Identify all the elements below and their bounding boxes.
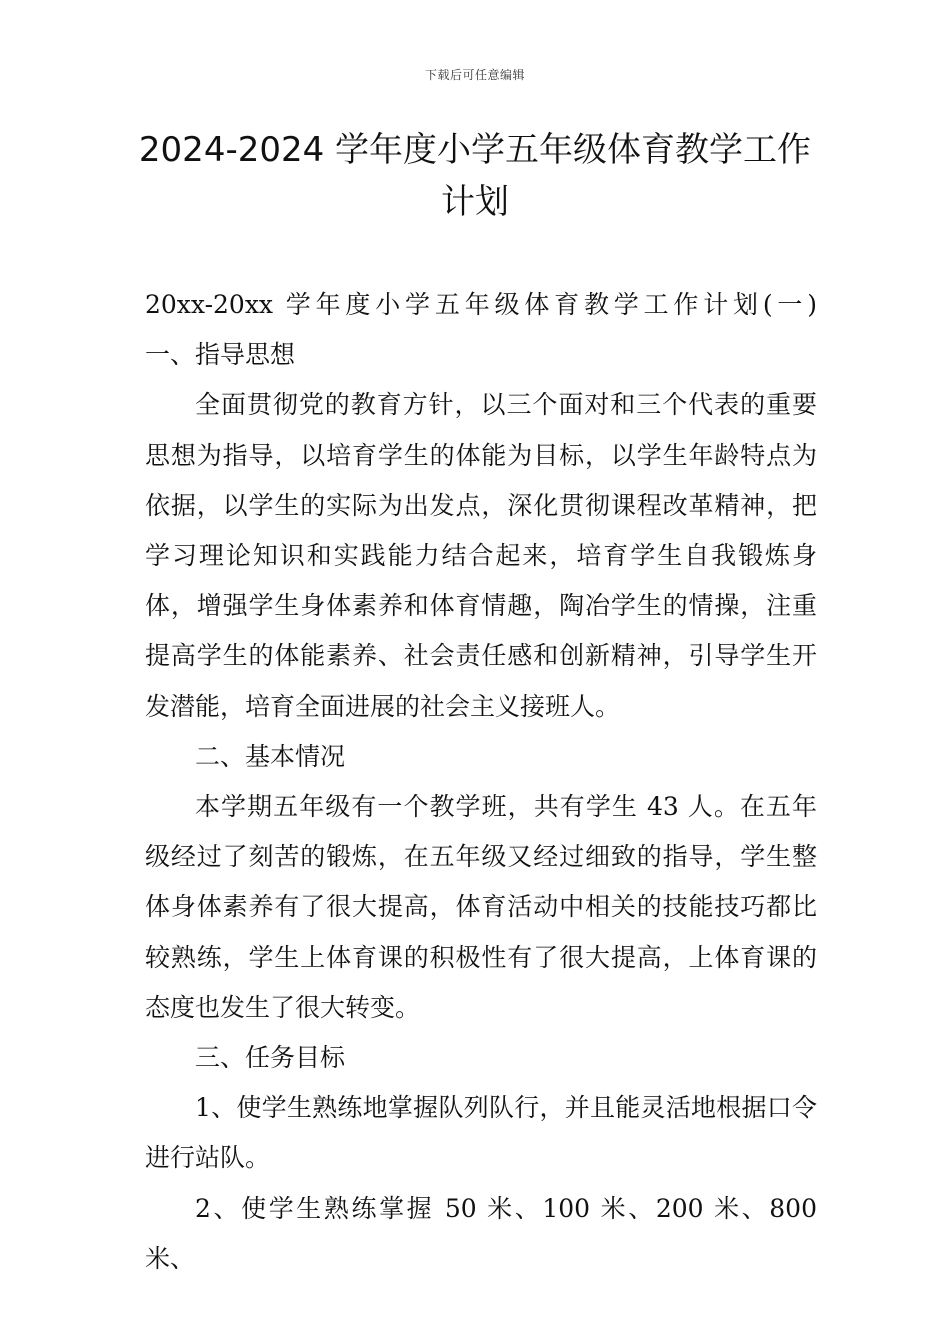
title-line-2: 计划 [441,182,509,222]
paragraph-basic-situation: 本学期五年级有一个教学班，共有学生 43 人。在五年级经过了刻苦的锻炼，在五年级又经过细致的指导，学生整体身体素养有了很大提高，体育活动中相关的技能技巧都比较熟练，学生上体育课的积极性有了很大提高，上体育课的态度也发生了很大转变。 [145,792,817,1022]
document-body [145,280,868,1284]
subtitle-paragraph: 20xx-20xx 学年度小学五年级体育教学工作计划(一) 一、指导思想 [145,290,868,370]
list-item-2: 2、使学生熟练掌握 50 米、100 米、200 米、800 米、 [145,1193,817,1273]
heading-task-goals: 三、任务目标 [195,1043,346,1073]
paragraph-guiding-ideology: 全面贯彻党的教育方针，以三个面对和三个代表的重要思想为指导，以培育学生的体能为目标，以学生年龄特点为依据，以学生的实际为出发点，深化贯彻课程改革精神，把学习理论知识和实践能力结合起来，培育学生自我锻炼身体，增强学生身体素养和体育情趣，陶冶学生的情操，注重提高学生的体能素养、社会责任感和创新精神，引导学生开发潜能，培育全面进展的社会主义接班人。 [145,390,817,721]
heading-basic-situation: 二、基本情况 [195,741,346,771]
title-line-1: 2024-2024 学年度小学五年级体育教学工作 [138,130,812,170]
header-note: 下载后可任意编辑 [424,68,525,82]
document-title [120,124,830,228]
list-item-1: 1、使学生熟练地掌握队列队行，并且能灵活地根据口令进行站队。 [145,1093,817,1173]
